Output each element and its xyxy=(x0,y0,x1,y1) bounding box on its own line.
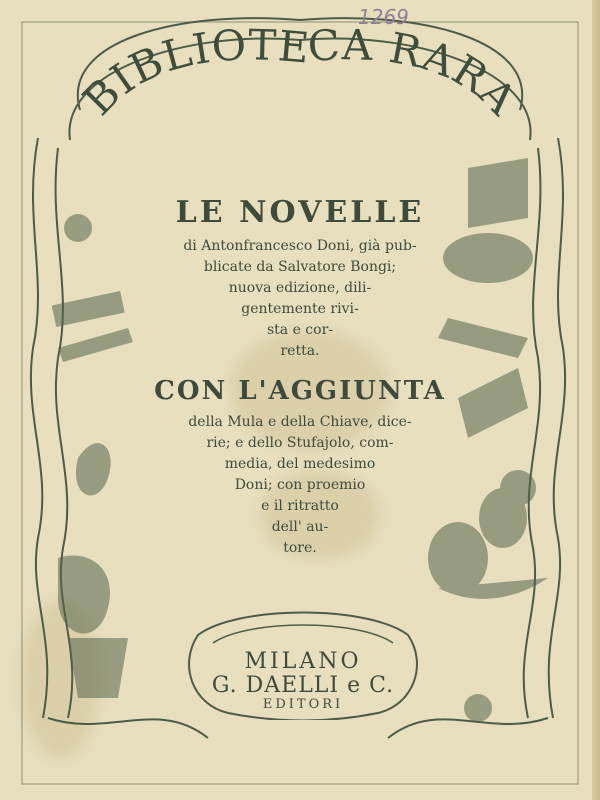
description-line: retta. xyxy=(280,343,320,359)
imprint-publisher: G. DAELLI e C. xyxy=(211,673,395,698)
description-line: sta e cor- xyxy=(266,322,334,338)
addition-line: media, del medesimo xyxy=(224,456,376,472)
series-title: BIBLIOTECA RARA xyxy=(73,20,527,125)
addition-line: dell' au- xyxy=(271,519,329,535)
description-line: nuova edizione, dili- xyxy=(228,280,372,296)
description-line: gentemente rivi- xyxy=(241,301,359,317)
addition-heading: CON L'AGGIUNTA xyxy=(154,376,446,406)
addition-line: Doni; con proemio xyxy=(234,477,366,493)
series-banner xyxy=(0,0,600,170)
addition-line: e il ritratto xyxy=(261,498,339,514)
addition-line: della Mula e della Chiave, dice- xyxy=(188,414,412,430)
handwritten-number xyxy=(348,4,458,30)
addition-line: tore. xyxy=(283,540,317,556)
addition-line: rie; e dello Stufajolo, com- xyxy=(206,435,394,451)
book-title: LE NOVELLE xyxy=(175,195,425,230)
description-line: di Antonfrancesco Doni, già pub- xyxy=(183,238,417,254)
imprint-cartouche xyxy=(178,605,428,720)
imprint-role: EDITORI xyxy=(262,697,344,712)
svg-text:1269: 1269 xyxy=(358,5,409,29)
description-line: blicate da Salvatore Bongi; xyxy=(203,259,397,275)
cover-edge xyxy=(592,0,600,800)
title-block xyxy=(140,195,460,559)
imprint-city: MILANO xyxy=(244,649,362,674)
